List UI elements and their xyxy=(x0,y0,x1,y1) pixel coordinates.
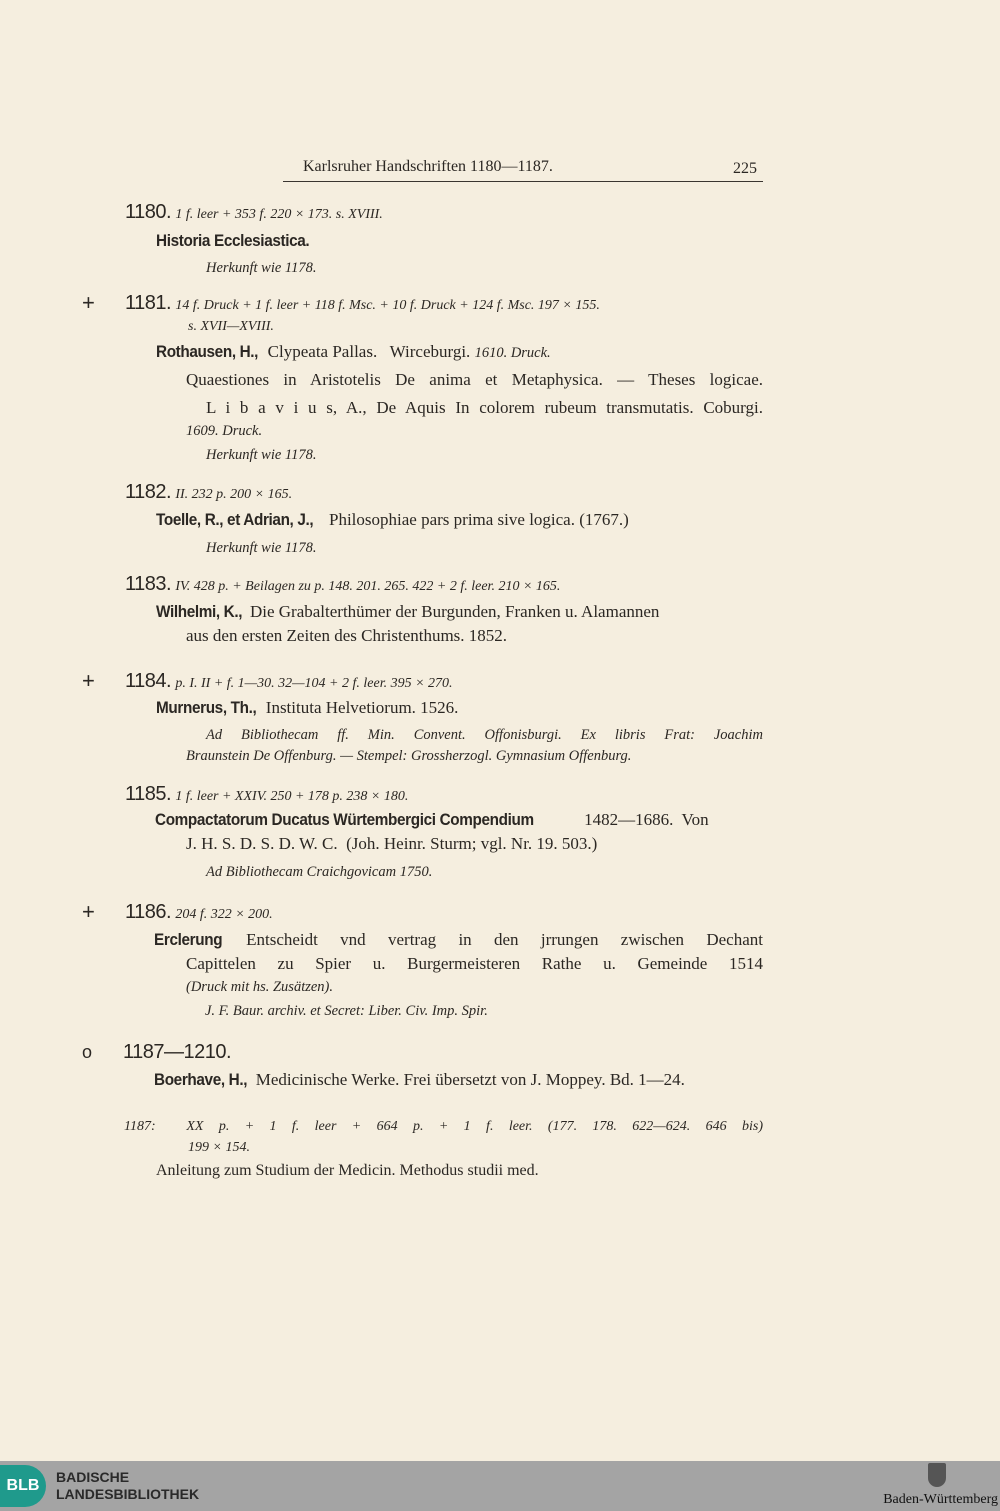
subentry-title: Anleitung zum Studium der Medicin. Methodus studii med. xyxy=(156,1162,539,1179)
entry-marker-plus: + xyxy=(82,899,95,924)
entry-number: 1185. xyxy=(125,783,172,805)
running-header-title: Karlsruher Handschriften 1180—1187. xyxy=(303,158,553,175)
entry-number: 1180. xyxy=(125,201,172,223)
entry-line: aus den ersten Zeiten des Christenthums. 1852. xyxy=(186,626,508,645)
entry-meta: 204 f. 322 × 200. xyxy=(175,907,273,922)
entry-meta: IV. 428 p. + Beilagen zu p. 148. 201. 265. 422 + 2 f. leer. 210 × 165. xyxy=(175,579,561,594)
entry-line: (Druck mit hs. Zusätzen). xyxy=(186,979,334,995)
entry-line: Quaestiones in Aristotelis De anima et Metaphysica. — Theses logicae. xyxy=(186,370,763,389)
entry-note: Braunstein De Offenburg. — Stempel: Grossherzogl. Gymnasium Offenburg. xyxy=(186,748,632,764)
entry-text: Entscheidt vnd vertrag in den jrrungen zwischen Dechant xyxy=(246,930,763,949)
entry-meta: 14 f. Druck + 1 f. leer + 118 f. Msc. + 10 f. Druck + 124 f. Msc. 197 × 155. xyxy=(175,298,600,313)
library-name xyxy=(56,1469,199,1503)
entry-meta: II. 232 p. 200 × 165. xyxy=(175,487,293,502)
entry-note: Ad Bibliothecam Craichgovicam 1750. xyxy=(206,864,433,880)
library-name-line2: LANDESBIBLIOTHEK xyxy=(56,1486,200,1502)
entry-author: Murnerus, Th., xyxy=(156,698,257,717)
entry-number: 1186. xyxy=(125,901,172,923)
entry-text: Die Grabalterthümer der Burgunden, Franken u. Alamannen xyxy=(249,602,660,621)
blb-logo[interactable]: BLB xyxy=(0,1465,46,1507)
entry-marker-plus: + xyxy=(82,668,95,693)
entry-meta: p. I. II + f. 1—30. 32—104 + 2 f. leer. 395 × 270. xyxy=(175,676,453,691)
entry-author: Rothausen, H., xyxy=(156,342,259,361)
entry-text: 1482—1686. Von xyxy=(584,810,709,829)
entry-author: Wilhelmi, K., xyxy=(156,602,243,621)
subentry-meta-2: 199 × 154. xyxy=(188,1140,250,1155)
entry-author: Toelle, R., et Adrian, J., xyxy=(156,510,314,529)
entry-text: Instituta Helvetiorum. 1526. xyxy=(265,698,459,717)
entry-number: 1183. xyxy=(125,573,172,595)
entry-note: J. F. Baur. archiv. et Secret: Liber. Civ. Imp. Spir. xyxy=(205,1003,488,1019)
entry-author: Boerhave, H., xyxy=(154,1070,248,1089)
entry-author: Erclerung xyxy=(154,930,223,949)
header-rule xyxy=(283,181,763,182)
subentry-meta: 1187: XX p. + 1 f. leer + 664 p. + 1 f. leer. (177. 178. 622—624. 646 bis) xyxy=(124,1119,763,1134)
entry-text: Philosophiae pars prima sive logica. (1767.) xyxy=(329,510,629,529)
entry-meta-2: s. XVII—XVIII. xyxy=(188,319,274,334)
entry-provenance: Herkunft wie 1178. xyxy=(206,540,317,556)
entry-line: L i b a v i u s, A., De Aquis In colorem rubeum transmutatis. Coburgi. xyxy=(206,398,763,417)
library-name-line1: BADISCHE xyxy=(56,1469,130,1485)
entry-title: Historia Ecclesiastica. xyxy=(156,231,310,250)
entry-text: Medicinische Werke. Frei übersetzt von J. Moppey. Bd. 1—24. xyxy=(255,1070,685,1089)
entry-text-italic: 1610. Druck. xyxy=(474,345,551,361)
entry-note: Ad Bibliothecam ff. Min. Convent. Offonisburgi. Ex libris Frat: Joachim xyxy=(206,727,763,743)
entry-number: 1187—1210. xyxy=(123,1041,232,1063)
entry-marker-plus: + xyxy=(82,290,95,315)
entry-meta: 1 f. leer + XXIV. 250 + 178 p. 238 × 180. xyxy=(175,789,409,804)
page-number: 225 xyxy=(733,160,757,177)
entry-marker-circle: o xyxy=(82,1042,93,1062)
entry-number: 1181. xyxy=(125,292,172,314)
library-footer xyxy=(0,1461,1000,1511)
entry-author: Compactatorum Ducatus Würtembergici Compendium xyxy=(155,810,534,829)
entry-number: 1182. xyxy=(125,481,172,503)
entry-provenance: Herkunft wie 1178. xyxy=(206,447,317,463)
entry-meta: 1 f. leer + 353 f. 220 × 173. s. XVIII. xyxy=(175,207,383,222)
state-label: Baden-Württemberg xyxy=(883,1492,998,1507)
entry-provenance: Herkunft wie 1178. xyxy=(206,260,317,276)
entry-text: Clypeata Pallas. Wirceburgi. xyxy=(267,342,471,361)
coat-of-arms-icon xyxy=(928,1463,946,1487)
entry-line: 1609. Druck. xyxy=(186,423,263,439)
entry-line: J. H. S. D. S. D. W. C. (Joh. Heinr. Sturm; vgl. Nr. 19. 503.) xyxy=(186,834,598,853)
entry-number: 1184. xyxy=(125,670,172,692)
entry-line: Capittelen zu Spier u. Burgermeisteren Rathe u. Gemeinde 1514 xyxy=(186,954,763,973)
entry-1180 xyxy=(125,202,383,225)
